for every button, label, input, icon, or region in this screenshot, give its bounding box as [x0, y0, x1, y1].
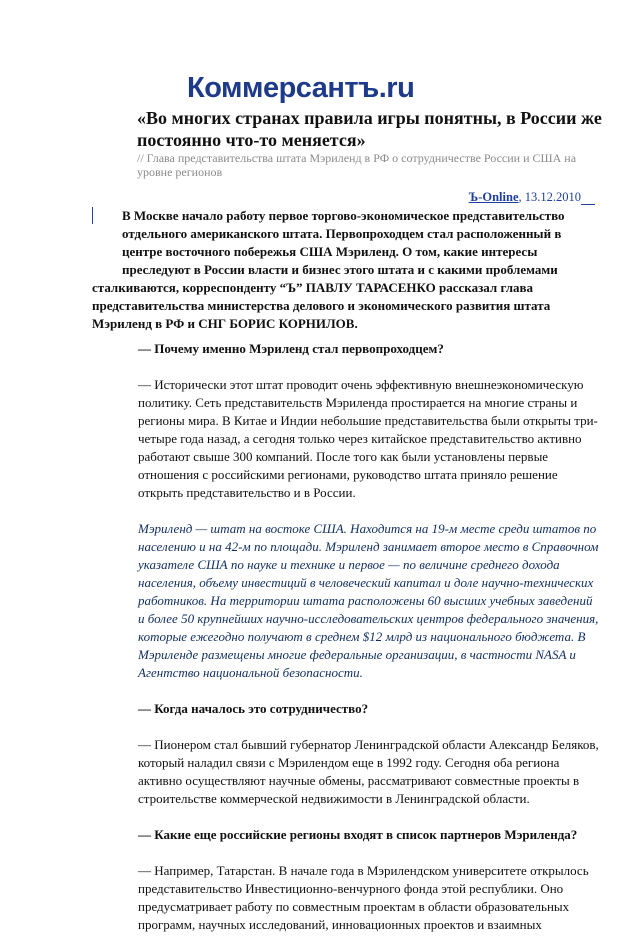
- source-link[interactable]: Ъ-Online: [468, 190, 519, 204]
- lead-line: представительства министерства делового и экономического развития штата: [92, 298, 551, 313]
- lead-line: отдельного американского штата. Первопроходцем стал расположенный в: [122, 226, 562, 241]
- article-source: [420, 190, 595, 205]
- lead-line: центре восточного побережья США Мэриленд. О том, какие интересы: [122, 244, 538, 259]
- source-underline: [581, 204, 595, 205]
- site-logo[interactable]: Коммерсантъ.ru: [187, 72, 415, 104]
- article-title: «Во многих странах правила игры понятны, в России же постоянно что-то меняется»: [137, 108, 602, 150]
- article-lead: [92, 207, 582, 333]
- lead-line: преследуют в России власти и бизнес этого штата и с какими проблемами: [122, 262, 558, 277]
- interview-question: — Какие еще российские регионы входят в список партнеров Мэриленда?: [138, 827, 578, 842]
- lead-line: В Москве начало работу первое торгово-экономическое представительство: [122, 208, 565, 223]
- article-subtitle: // Глава представительства штата Мэриленд в РФ о сотрудничестве России и США на уровне регионов: [137, 151, 577, 179]
- article-body: [138, 340, 600, 952]
- interview-question: — Когда началось это сотрудничество?: [138, 701, 369, 716]
- lead-line: Мэриленд в РФ и СНГ БОРИС КОРНИЛОВ.: [92, 316, 358, 331]
- interview-answer: — Например, Татарстан. В начале года в Мэрилендском университете открылось представительство Инвестиционно-венчурного фонда этой республики. Оно предусматривает работу по совместным проектам в области образовательных программ, научных исследований, инновационных проектов и взаимных: [138, 863, 589, 932]
- source-date: 13.12.2010: [524, 190, 581, 204]
- interview-question: — Почему именно Мэриленд стал первопроходцем?: [138, 341, 444, 356]
- info-note: Мэриленд — штат на востоке США. Находится на 19-м месте среди штатов по населению и на 42-м по площади. Мэриленд занимает второе место в Справочном указателе США по науке и технике и первое — по величине среднего дохода населения, объему инвестиций в человеческий капитал и доле научно-технических работников. На территории штата расположены 60 высших учебных заведений и более 50 крупнейших научно-исследовательских центров федерального значения, которые ежегодно получают в среднем $12 млрд из национального бюджета. В Мэриленде размещены многие федеральные организации, в частности NASA и Агентство национальной безопасности.: [138, 521, 599, 680]
- source-comma: ,: [518, 190, 525, 204]
- lead-line: сталкиваются, корреспонденту “Ъ” ПАВЛУ ТАРАСЕНКО рассказал глава: [92, 280, 534, 295]
- interview-answer: — Исторически этот штат проводит очень эффективную внешнеэкономическую политику. Сеть представительств Мэриленда простирается на многие страны и регионы мира. В Китае и Индии небольшие представительства были открыты три-четыре года назад, а сегодня только через китайское представительство активно работают свыше 300 компаний. После того как были установлены первые отношения с российскими регионами, руководство штата приняло решение открыть представительство и в России.: [138, 377, 598, 500]
- interview-answer: — Пионером стал бывший губернатор Ленинградской области Александр Беляков, который наладил связи с Мэрилендом еще в 1992 году. Сегодня оба региона активно осуществляют научные обмены, рассматривают совместные проекты в строительстве коммерческой недвижимости в Ленинградской области.: [138, 737, 599, 806]
